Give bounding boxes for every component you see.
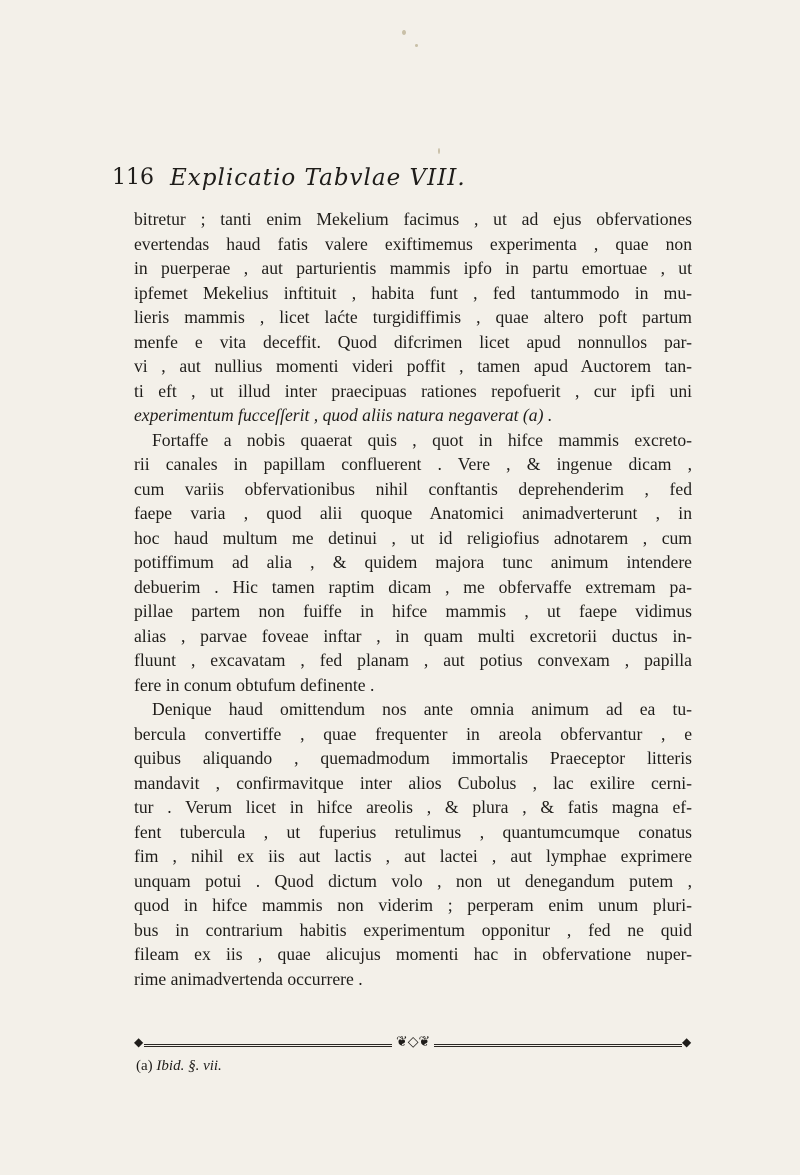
text-line: experimentum fucceſſerit , quod aliis natura negaverat (a) .: [134, 405, 553, 425]
ornament-center-icon: ❦◇❦: [396, 1034, 431, 1050]
page-number: 116: [112, 165, 154, 190]
text-line: hoc haud multum me detinui , ut id religiofius adnotarem , cum: [134, 527, 692, 548]
footnote-mark: (a): [136, 1058, 153, 1074]
text-line: bus in contrarium habitis experimentum opponitur , fed ne quid: [134, 919, 692, 940]
text-line: vi , aut nullius momenti videri poffit , tamen apud Auctorem tan-: [134, 356, 692, 376]
text-line: unquam potui . Quod dictum volo , non ut denegandum putem ,: [134, 870, 692, 891]
text-line: lieris mammis , licet laćte turgidiffimis , quae altero poft partum: [134, 307, 692, 327]
text-line: cum variis obfervationibus nihil conftantis deprehenderim , fed: [134, 478, 692, 499]
text-line: fere in conum obtufum definente .: [134, 674, 375, 695]
text-line: fim , nihil ex iis aut lactis , aut lactei , aut lymphae exprimere: [134, 846, 692, 866]
text-line: debuerim . Hic tamen raptim dicam , me obfervaffe extremam pa-: [134, 576, 692, 597]
text-line: bercula convertiffe , quae frequenter in areola obfervantur , e: [134, 723, 692, 744]
footnote-reference: Ibid. §. vii.: [156, 1058, 222, 1074]
text-line: Fortaffe a nobis quaerat quis , quot in hifce mammis excreto-: [152, 429, 692, 450]
text-line: tur . Verum licet in hifce areolis , & plura , & fatis magna ef-: [134, 797, 692, 817]
text-line: faepe varia , quod alii quoque Anatomici animadverterunt , in: [134, 503, 692, 523]
text-line: evertendas haud fatis valere exiftimemus experimenta , quae non: [134, 233, 692, 254]
footnote-ornament-rule: [134, 1034, 692, 1052]
text-line: ti eft , ut illud inter praecipuas rationes repofuerit , cur ipfi uni: [134, 380, 692, 401]
text-line: fent tubercula , ut fuperius retulimus , quantumcumque conatus: [134, 821, 692, 842]
paper-speck: [438, 148, 440, 154]
text-line: in puerperae , aut parturientis mammis ipfo in partu emortuae , ut: [134, 258, 692, 278]
ornament-rule-left: [144, 1044, 392, 1047]
text-line: rime animadvertenda occurrere .: [134, 968, 363, 989]
text-line: pillae partem non fuiffe in hifce mammis , ut faepe vidimus: [134, 601, 692, 621]
ornament-rule-right: [434, 1044, 682, 1047]
text-line: fileam ex iis , quae alicujus momenti hac in obfervatione nuper-: [134, 944, 692, 964]
text-line: alias , parvae foveae inftar , in quam multi excretorii ductus in-: [134, 625, 692, 646]
body-text: [134, 207, 692, 991]
text-line: fluunt , excavatam , fed planam , aut potius convexam , papilla: [134, 650, 692, 670]
paper-speck: [402, 30, 406, 35]
text-line: quibus aliquando , quemadmodum immortalis Praeceptor litteris: [134, 748, 692, 768]
footnote: [136, 1058, 222, 1075]
text-line: quod in hifce mammis non viderim ; perperam enim unum pluri-: [134, 895, 692, 915]
text-line: menfe e vita deceffit. Quod difcrimen licet apud nonnullos par-: [134, 331, 692, 352]
page-header: [112, 165, 692, 199]
text-line: bitretur ; tanti enim Mekelium facimus , ut ad ejus obfervationes: [134, 209, 692, 229]
text-line: Denique haud omittendum nos ante omnia animum ad ea tu-: [152, 699, 692, 719]
running-title: Explicatio Tabvlae VIII.: [170, 165, 466, 191]
ornament-end-icon: ◆: [134, 1035, 144, 1049]
text-line: mandavit , confirmavitque inter alios Cubolus , lac exilire cerni-: [134, 772, 692, 793]
paper-speck: [415, 44, 418, 47]
text-line: rii canales in papillam confluerent . Vere , & ingenue dicam ,: [134, 454, 692, 474]
text-line: potiffimum ad alia , & quidem majora tunc animum intendere: [134, 552, 692, 572]
ornament-end-icon: ◆: [682, 1035, 692, 1049]
text-line: ipfemet Mekelius inftituit , habita funt , fed tantummodo in mu-: [134, 282, 692, 303]
